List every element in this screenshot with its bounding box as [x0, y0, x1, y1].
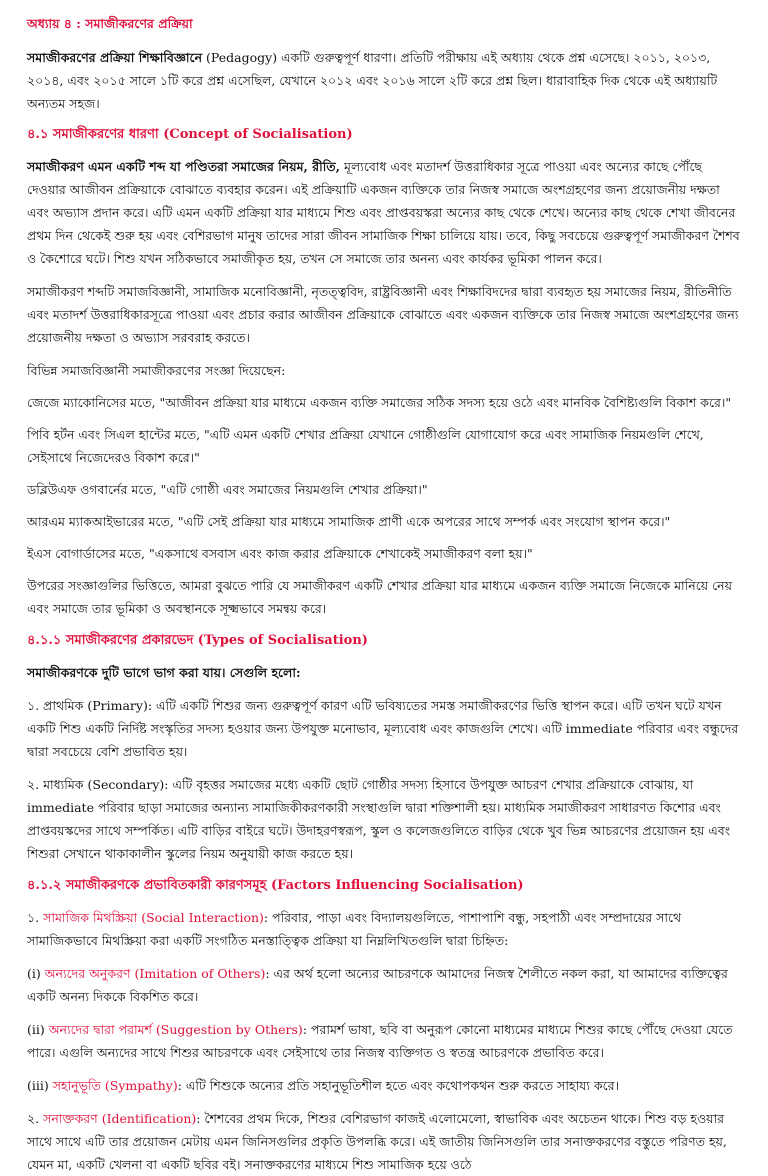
intro-paragraph: [27, 46, 742, 115]
section-heading-factors: ৪.১.২ সমাজীকরণকে প্রভাবিতকারী কারণসমূহ (Factors Influencing Socialisation): [27, 878, 524, 893]
sub-factor-sympathy: [27, 1074, 742, 1097]
section-heading-types: ৪.১.১ সমাজীকরণের প্রকারভেদ (Types of Socialisation): [27, 633, 368, 648]
sub-factor-i-label: অন্যদের অনুকরণ (Imitation of Others): [44, 966, 266, 981]
sub-factor-iii-text: : এটি শিশুকে অন্যের প্রতি সহানুভূতিশীল হতে এবং কথোপকথন শুরু করতে সাহায্য করে।: [177, 1078, 620, 1093]
intro-bold-lead: সমাজীকরণের প্রক্রিয়া শিক্ষাবিজ্ঞানে: [27, 50, 203, 65]
definition-maconis: জেজে ম্যাকোনিসের মতে, "আজীবন প্রক্রিয়া যার মাধ্যমে একজন ব্যক্তি সমাজের সঠিক সদস্য হয়ে ওঠে এবং মানবিক বৈশিষ্ট্যগুলি বিকাশ করে।": [27, 395, 732, 410]
sub-factor-suggestion: [27, 1018, 742, 1064]
factor-social-interaction: [27, 906, 742, 952]
section-heading-concept: ৪.১ সমাজীকরণের ধারণা (Concept of Socialisation): [27, 127, 353, 142]
factor-1-number: ১.: [27, 910, 44, 925]
sub-factor-iii-label: সহানুভূতি (Sympathy): [52, 1078, 178, 1093]
intro-text: (Pedagogy) একটি গুরুত্বপূর্ণ ধারণা। প্রতিটি পরীক্ষায় এই অধ্যায় থেকে প্রশ্ন এসেছে। ২০১১, ২০১৩, ২০১৪, এবং ২০১৫ সালে ১টি করে প্রশ্ন এসেছিল, যেখানে ২০১২ এবং ২০১৬ সালে ২টি করে প্রশ্ন ছিল। ধারাবাহিক দিক থেকে এই অধ্যায়টি অন্যতম সহজ।: [27, 50, 718, 111]
sub-factor-imitation: [27, 962, 742, 1008]
type-primary: ১. প্রাথমিক (Primary): এটি একটি শিশুর জন্য গুরুত্বপূর্ণ কারণ এটি ভবিষ্যতের সমস্ত সমাজীকরণের ভিত্তি স্থাপন করে। এটি তখন ঘটে যখন একটি শিশু একটি নির্দিষ্ট সংস্কৃতির সদস্য হওয়ার জন্য উপযুক্ত মনোভাব, মূল্যবোধ এবং কাজগুলি শেখে। এটি immediate পরিবার এবং বন্ধুদের দ্বারা সবচেয়ে বেশি প্রভাবিত হয়।: [27, 698, 739, 759]
sub-factor-ii-number: (ii): [27, 1022, 49, 1037]
sub-factor-i-number: (i): [27, 966, 45, 981]
definition-bogardus: ইএস বোগার্ডাসের মতে, "একসাথে বসবাস এবং কাজ করার প্রক্রিয়াকে শেখাকেই সমাজীকরণ বলা হয়।": [27, 546, 533, 561]
sub-factor-ii-label: অন্যদের দ্বারা পরামর্শ (Suggestion by Others): [48, 1022, 303, 1037]
factor-2-text: : শৈশবের প্রথম দিকে, শিশুর বেশিরভাগ কাজই এলোমেলো, স্বাভাবিক এবং অচেতন থাকে। শিশু বড় হওয়ার সাথে সাথে এটি তার প্রয়োজন মেটায় এমন জিনিসগুলির প্রকৃতি উপলব্ধি করে। এই জাতীয় জিনিসগুলি তার সনাক্তকরণের বস্তুতে পরিণত হয়, যেমন মা, একটি খেলনা বা একটি ছবির বই। সনাক্তকরণের মাধ্যমে শিশু সামাজিক হয়ে ওঠে: [27, 1111, 727, 1172]
concept-paragraph-2: সমাজীকরণ শব্দটি সমাজবিজ্ঞানী, সামাজিক মনোবিজ্ঞানী, নৃতত্ত্ববিদ, রাষ্ট্রবিজ্ঞানী এবং শিক্ষাবিদদের দ্বারা ব্যবহৃত হয় সমাজের নিয়ম, রীতিনীতি এবং মতাদর্শ উত্তরাধিকারসূত্রে পাওয়া এবং প্রচার করার আজীবন প্রক্রিয়াকে বোঝাতে এবং একজন ব্যক্তিকে তার নিজস্ব সমাজে অংশগ্রহণের জন্য প্রয়োজনীয় দক্ষতা ও অভ্যাস সরবরাহ করতে।: [27, 284, 739, 345]
factor-identification: [27, 1107, 742, 1176]
factor-2-number: ২.: [27, 1111, 44, 1126]
factor-1-text: : পরিবার, পাড়া এবং বিদ্যালয়গুলিতে, পাশাপাশি বন্ধু, সহপাঠী এবং সম্প্রদায়ের সাথে সামাজিকভাবে মিথস্ক্রিয়া করা একটি সংগঠিত মনস্তাত্ত্বিক প্রক্রিয়া যা নিম্নলিখিতগুলি দ্বারা চিহ্নিত:: [27, 910, 682, 948]
sub-factor-iii-number: (iii): [27, 1078, 53, 1093]
definition-horton-hunt: পিবি হর্টন এবং সিএল হান্টের মতে, "এটি এমন একটি শেখার প্রক্রিয়া যেখানে গোষ্ঠীগুলি যোগাযোগ করে এবং সামাজিক নিয়মগুলি শেখে, সেইসাথে নিজেদেরও বিকাশ করে।": [27, 427, 704, 465]
types-lead: সমাজীকরণকে দুটি ভাগে ভাগ করা যায়। সেগুলি হলো:: [27, 665, 301, 680]
concept-paragraph-1: [27, 155, 742, 270]
type-secondary: ২. মাধ্যমিক (Secondary): এটি বৃহত্তর সমাজের মধ্যে একটি ছোট গোষ্ঠীর সদস্য হিসাবে উপযুক্ত আচরণ শেখার প্রক্রিয়াকে বোঝায়, যা immediate পরিবার ছাড়া সমাজের অন্যান্য সামাজিকীকরণকারী সংস্থাগুলি দ্বারা শক্তিশালী হয়। মাধ্যমিক সমাজীকরণ সাধারণত কিশোর এবং প্রাপ্তবয়স্কদের সাথে সম্পর্কিত। এটি বাড়ির বাইরে ঘটে। উদাহরণস্বরূপ, স্কুল ও কলেজগুলিতে বাড়ির থেকে খুব ভিন্ন আচরণের প্রয়োজন হয় এবং শিশুরা সেখানে থাকাকালীন স্কুলের নিয়ম অনুযায়ী কাজ করতে হয়।: [27, 777, 731, 861]
concept-bold-lead: সমাজীকরণ এমন একটি শব্দ যা পণ্ডিতরা সমাজের নিয়ম, রীতি,: [27, 159, 341, 174]
factor-1-label: সামাজিক মিথস্ক্রিয়া (Social Interaction): [43, 910, 264, 925]
definitions-lead: বিভিন্ন সমাজবিজ্ঞানী সমাজীকরণের সংজ্ঞা দিয়েছেন:: [27, 363, 286, 378]
concept-summary: উপরের সংজ্ঞাগুলির ভিত্তিতে, আমরা বুঝতে পারি যে সমাজীকরণ একটি শেখার প্রক্রিয়া যার মাধ্যমে একজন ব্যক্তি সমাজে নিজেকে মানিয়ে নেয় এবং সমাজে তার ভূমিকা ও অবস্থানকে সূক্ষ্মভাবে সমন্বয় করে।: [27, 578, 732, 616]
concept-text: মূল্যবোধ এবং মতাদর্শ উত্তরাধিকার সূত্রে পাওয়া এবং অন্যের কাছে পৌঁছে দেওয়ার আজীবন প্রক্রিয়াকে বোঝাতে ব্যবহার করেন। এই প্রক্রিয়াটি একজন ব্যক্তিকে তার নিজস্ব সমাজে অংশগ্রহণের জন্য প্রয়োজনীয় দক্ষতা এবং অভ্যাস প্রদান করে। এটি এমন একটি প্রক্রিয়া যার মাধ্যমে শিশু এবং প্রাপ্তবয়স্করা অন্যের কাছ থেকে শেখে। অন্যের কাছ থেকে শেখা জীবনের প্রথম দিন থেকেই শুরু হয় এবং বেশিরভাগ মানুষ তাদের সারা জীবন সামাজিক শিক্ষা চালিয়ে যায়। তবে, কিছু সবচেয়ে গুরুত্বপূর্ণ সমাজীকরণ শৈশব ও কৈশোরে ঘটে। শিশু যখন সঠিকভাবে সমাজীকৃত হয়, তখন সে সমাজে তার অনন্য এবং কার্যকর ভূমিকা পালন করে।: [27, 159, 740, 266]
sub-factor-ii-text: : পরামর্শ ভাষা, ছবি বা অনুরূপ কোনো মাধ্যমের মাধ্যমে শিশুর কাছে পৌঁছে দেওয়া যেতে পারে। এগুলি অন্যদের সাথে শিশুর আচরণকে এবং সেইসাথে তার নিজস্ব ব্যক্তিগত ও স্বতন্ত্র আচরণকে প্রভাবিত করে।: [27, 1022, 733, 1060]
chapter-title: অধ্যায় ৪ : সমাজীকরণের প্রক্রিয়া: [27, 16, 193, 31]
definition-maciver: আরএম ম্যাকআইভারের মতে, "এটি সেই প্রক্রিয়া যার মাধ্যমে সামাজিক প্রাণী একে অপরের সাথে সম্পর্ক এবং সংযোগ স্থাপন করে।": [27, 514, 671, 529]
factor-2-label: সনাক্তকরণ (Identification): [43, 1111, 197, 1126]
definition-ogburn: ডব্লিউএফ ওগবার্নের মতে, "এটি গোষ্ঠী এবং সমাজের নিয়মগুলি শেখার প্রক্রিয়া।": [27, 482, 428, 497]
sub-factor-i-text: : এর অর্থ হলো অন্যের আচরণকে আমাদের নিজস্ব শৈলীতে নকল করা, যা আমাদের ব্যক্তিত্বের একটি অনন্য দিককে বিকশিত করে।: [27, 966, 728, 1004]
